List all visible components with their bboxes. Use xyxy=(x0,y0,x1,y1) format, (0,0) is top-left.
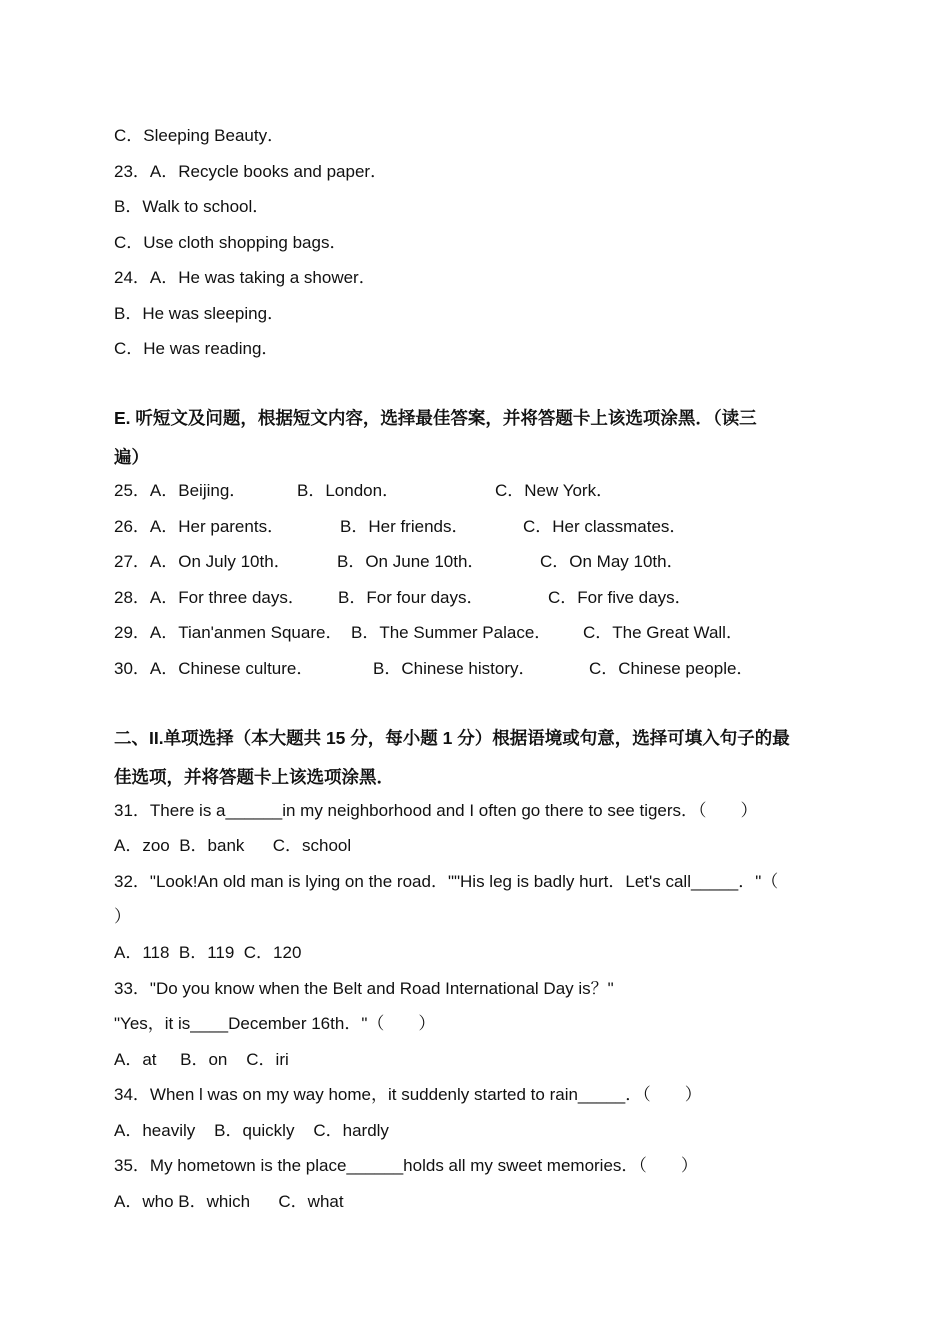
q29-option-a: 29．A．Tian'anmen Square． xyxy=(114,623,343,642)
q26-option-c: C．Her classmates． xyxy=(523,517,687,536)
q26-option-b: B．Her friends． xyxy=(340,517,469,536)
q27-row xyxy=(114,551,854,573)
q31-options: A．zoo B．bank C．school xyxy=(114,836,352,855)
q28-option-a: 28．A．For three days． xyxy=(114,588,305,607)
q34-stem: 34．When l was on my way home，it suddenly started to rain_____．（ ） xyxy=(114,1085,702,1104)
q27-option-b: B．On June 10th． xyxy=(337,552,485,571)
q32-options: A．118 B．119 C．120 xyxy=(114,943,302,962)
q28-option-c: C．For five days． xyxy=(548,588,692,607)
q22-option-c: C．Sleeping Beauty． xyxy=(114,126,285,145)
q29-option-c: C．The Great Wall． xyxy=(583,623,743,642)
q33-stem-cont: "Yes，it is____December 16th．"（ ） xyxy=(114,1014,436,1033)
q26-option-a: 26．A．Her parents． xyxy=(114,517,285,536)
q25-option-c: C．New York． xyxy=(495,481,614,500)
q35-options: A．who B．which C．what xyxy=(114,1192,344,1211)
q30-option-c: C．Chinese people． xyxy=(589,659,754,678)
q31-stem: 31．There is a______in my neighborhood and I often go there to see tigers．（ ） xyxy=(114,801,758,820)
q34-options: A．heavily B．quickly C．hardly xyxy=(114,1121,389,1140)
section-e-header-cont: 遍） xyxy=(114,447,149,467)
q25-option-a: 25．A．Beijing． xyxy=(114,481,247,500)
q30-row xyxy=(114,658,854,680)
q23-option-a: 23．A．Recycle books and paper． xyxy=(114,162,388,181)
q35-stem: 35．My hometown is the place______holds all my sweet memories．（ ） xyxy=(114,1156,698,1175)
q32-stem-cont: ） xyxy=(114,907,131,926)
section-e-header: E. 听短文及问题，根据短文内容，选择最佳答案，并将答题卡上该选项涂黑．（读三 xyxy=(114,408,757,428)
q33-options: A．at B．on C．iri xyxy=(114,1050,289,1069)
section-2-header-cont: 佳选项，并将答题卡上该选项涂黑． xyxy=(114,767,394,787)
q30-option-b: B．Chinese history． xyxy=(373,659,536,678)
q23-option-c: C．Use cloth shopping bags． xyxy=(114,233,347,252)
q27-option-c: C．On May 10th． xyxy=(540,552,684,571)
q24-option-a: 24．A．He was taking a shower． xyxy=(114,268,376,287)
q33-stem: 33．"Do you know when the Belt and Road International Day is？" xyxy=(114,979,614,998)
q23-option-b: B．Walk to school． xyxy=(114,197,270,216)
q28-row xyxy=(114,587,854,609)
q24-option-c: C．He was reading． xyxy=(114,339,279,358)
q25-row xyxy=(114,480,854,502)
section-2-header: 二、II.单项选择（本大题共 15 分，每小题 1 分）根据语境或句意，选择可填入句子的最 xyxy=(114,728,790,748)
q27-option-a: 27．A．On July 10th． xyxy=(114,552,291,571)
q30-option-a: 30．A．Chinese culture． xyxy=(114,659,314,678)
q29-option-b: B．The Summer Palace． xyxy=(351,623,552,642)
q29-row xyxy=(114,622,854,644)
q28-option-b: B．For four days． xyxy=(338,588,484,607)
q25-option-b: B．London． xyxy=(297,481,400,500)
q32-stem: 32．"Look!An old man is lying on the road．""His leg is badly hurt．Let's call_____．"（ xyxy=(114,872,779,891)
q26-row xyxy=(114,516,854,538)
q24-option-b: B．He was sleeping． xyxy=(114,304,285,323)
